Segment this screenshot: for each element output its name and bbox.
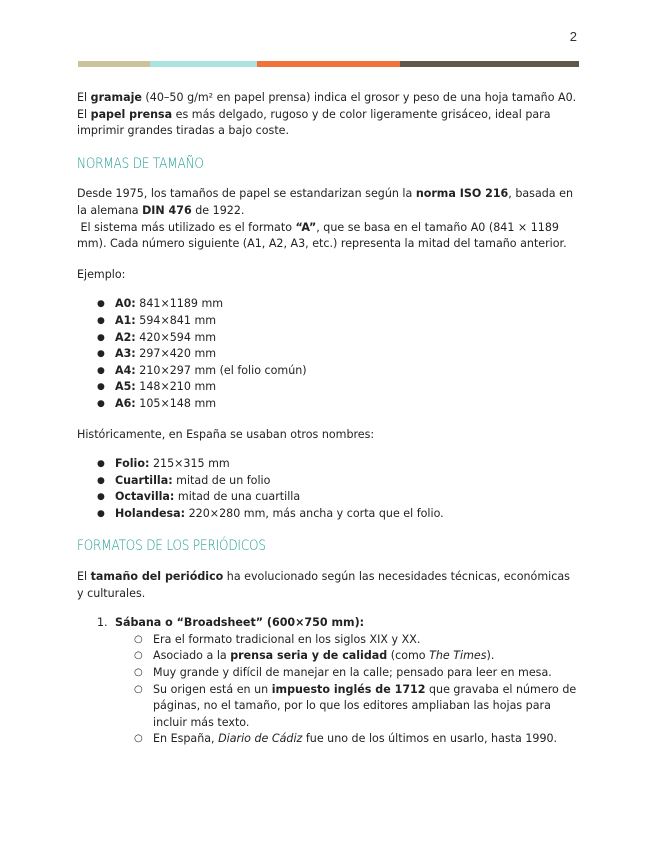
text-run: (40–50 g/m² en papel prensa) indica el grosor y peso de una hoja tamaño A0. El: [77, 91, 577, 121]
page-number: 2: [569, 29, 577, 44]
size-label: Holandesa:: [115, 506, 186, 520]
text-run: Muy grande y difícil de manejar en la calle; pensado para leer en mesa.: [153, 666, 552, 680]
text-run: ).: [486, 649, 495, 663]
term-tamano-periodico: tamaño del periódico: [90, 570, 224, 584]
size-value: 297×420 mm: [135, 347, 217, 361]
size-value: 210×297 mm (el folio común): [135, 363, 307, 377]
text-run: ha evolucionado según las necesidades técnicas, económicas y culturales.: [77, 570, 570, 600]
size-value: 148×210 mm: [135, 380, 217, 394]
list-item: [115, 632, 579, 649]
historic-label: Históricamente, en España se usaban otros nombres:: [77, 427, 375, 441]
term-gramaje: gramaje: [90, 91, 142, 104]
list-item: [115, 682, 579, 732]
text-run: (como: [387, 649, 430, 663]
size-value: mitad de una cuartilla: [174, 490, 301, 504]
size-value: 420×594 mm: [135, 330, 217, 344]
size-label: A3:: [115, 347, 136, 361]
size-label: A6:: [115, 396, 136, 410]
format-title: Sábana o “Broadsheet” (600×750 mm):: [115, 616, 365, 630]
text-run: El: [77, 91, 91, 104]
list-item: [115, 665, 579, 682]
a-sizes-list: [77, 296, 579, 412]
example-label: Ejemplo:: [77, 267, 126, 281]
historic-sizes-list: [77, 456, 579, 522]
list-item: [77, 506, 579, 523]
newspaper-formats-list: [77, 615, 579, 748]
title-diario-de-cadiz: Diario de Cádiz: [218, 732, 303, 746]
size-label: A4:: [115, 363, 136, 377]
text-run: Desde 1975, los tamaños de papel se estandarizan según la: [77, 187, 416, 201]
iso-paragraph: [77, 186, 579, 219]
size-value: 220×280 mm, más ancha y corta que el folio.: [185, 506, 444, 520]
title-the-times: The Times: [429, 649, 487, 663]
list-number: 1.: [97, 616, 108, 630]
size-label: A1:: [115, 313, 136, 327]
list-item: [77, 379, 579, 396]
size-label: A5:: [115, 380, 136, 394]
list-item: [115, 731, 579, 748]
size-value: 215×315 mm: [149, 457, 230, 471]
color-bar-segment: [400, 61, 579, 67]
decorative-color-bar: [78, 61, 579, 67]
term-prensa-seria: prensa seria y de calidad: [230, 649, 388, 663]
text-run: El sistema más utilizado es el formato: [77, 220, 296, 234]
format-item-broadsheet: [77, 615, 579, 748]
size-value: 105×148 mm: [135, 396, 217, 410]
text-run: En España,: [153, 732, 219, 746]
list-item: [77, 296, 579, 313]
term-format-a: “A”: [295, 220, 317, 234]
size-label: Cuartilla:: [115, 473, 173, 487]
format-a-paragraph: [77, 220, 579, 253]
text-run: de 1922.: [191, 203, 245, 217]
list-item: [77, 313, 579, 330]
size-value: 594×841 mm: [135, 313, 217, 327]
list-item: [77, 456, 579, 473]
text-run: fue uno de los últimos en usarlo, hasta 1990.: [302, 732, 558, 746]
text-run: , basada en la alemana: [77, 187, 573, 217]
list-item: [77, 330, 579, 347]
intro-paragraph: [77, 90, 579, 140]
text-run: Asociado a la: [153, 649, 231, 663]
list-item: [77, 396, 579, 413]
size-label: A0:: [115, 297, 136, 311]
text-run: El: [77, 570, 91, 584]
text-run: , que se basa en el tamaño A0 (841 × 1189 mm). Cada número siguiente (A1, A2, A3, etc.) representa la mitad del tamaño anterior.: [77, 220, 567, 251]
term-din-476: DIN 476: [142, 203, 192, 217]
newspaper-size-paragraph: [77, 569, 579, 602]
size-label: Folio:: [115, 457, 150, 471]
list-item: [77, 363, 579, 380]
size-value: 841×1189 mm: [135, 297, 224, 311]
section-heading-normas: NORMAS DE TAMAÑO: [77, 155, 204, 172]
size-label: Octavilla:: [115, 490, 175, 504]
text-run: es más delgado, rugoso y de color ligeramente grisáceo, ideal para imprimir grandes tiradas a bajo coste.: [77, 107, 551, 138]
color-bar-segment: [150, 61, 257, 67]
section-heading-formatos: FORMATOS DE LOS PERIÓDICOS: [77, 538, 266, 555]
text-run: Era el formato tradicional en los siglos XIX y XX.: [153, 632, 421, 646]
size-value: mitad de un folio: [172, 473, 271, 487]
list-item: [77, 346, 579, 363]
list-item: [77, 489, 579, 506]
color-bar-segment: [78, 61, 150, 67]
term-papel-prensa: papel prensa: [90, 107, 173, 121]
broadsheet-details: [115, 632, 579, 748]
list-item: [77, 473, 579, 490]
list-item: [115, 648, 579, 665]
size-label: A2:: [115, 330, 136, 344]
term-impuesto-1712: impuesto inglés de 1712: [271, 682, 426, 696]
color-bar-segment: [257, 61, 400, 67]
document-body: [77, 90, 579, 748]
term-iso-216: norma ISO 216: [415, 187, 509, 201]
text-run: que gravaba el número de páginas, no el tamaño, por lo que los editores ampliaban las hojas para incluir más texto.: [153, 682, 577, 729]
text-run: Su origen está en un: [153, 682, 272, 696]
